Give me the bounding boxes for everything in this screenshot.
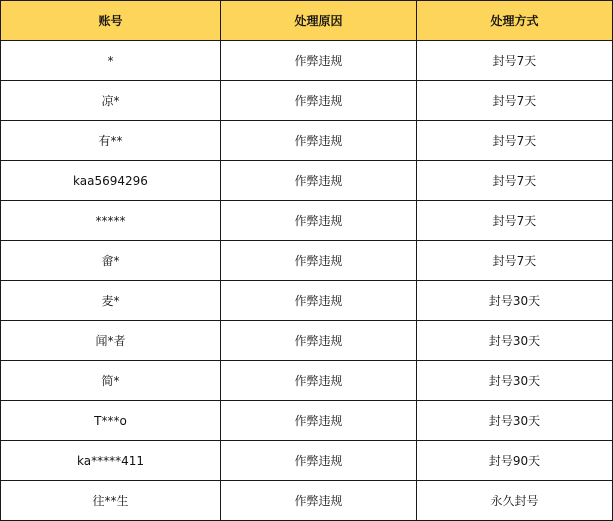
table-row	[1, 361, 613, 401]
cell-reason: 作弊违规	[221, 281, 417, 321]
table-row	[1, 281, 613, 321]
cell-reason: 作弊违规	[221, 241, 417, 281]
cell-account: ka*****411	[1, 441, 221, 481]
cell-action: 封号30天	[417, 401, 613, 441]
table-row	[1, 401, 613, 441]
cell-account: 闻*者	[1, 321, 221, 361]
cell-action: 封号7天	[417, 201, 613, 241]
table-row	[1, 441, 613, 481]
cell-account: 麦*	[1, 281, 221, 321]
cell-action: 封号7天	[417, 121, 613, 161]
cell-action: 封号7天	[417, 41, 613, 81]
cell-reason: 作弊违规	[221, 321, 417, 361]
cell-account: 畲*	[1, 241, 221, 281]
cell-action: 封号7天	[417, 81, 613, 121]
cell-reason: 作弊违规	[221, 361, 417, 401]
header-reason: 处理原因	[221, 1, 417, 41]
cell-action: 永久封号	[417, 481, 613, 521]
cell-reason: 作弊违规	[221, 41, 417, 81]
cell-account: 凉*	[1, 81, 221, 121]
cell-account: *	[1, 41, 221, 81]
cell-action: 封号90天	[417, 441, 613, 481]
cell-account: 有**	[1, 121, 221, 161]
cell-reason: 作弊违规	[221, 441, 417, 481]
cell-action: 封号30天	[417, 361, 613, 401]
table-header-row	[1, 1, 613, 41]
cell-reason: 作弊违规	[221, 161, 417, 201]
table-row	[1, 161, 613, 201]
cell-reason: 作弊违规	[221, 81, 417, 121]
cell-account: 简*	[1, 361, 221, 401]
cell-account: *****	[1, 201, 221, 241]
cell-reason: 作弊违规	[221, 121, 417, 161]
cell-action: 封号30天	[417, 321, 613, 361]
table-row	[1, 201, 613, 241]
cell-action: 封号7天	[417, 161, 613, 201]
table-row	[1, 321, 613, 361]
header-account: 账号	[1, 1, 221, 41]
header-action: 处理方式	[417, 1, 613, 41]
table-row	[1, 41, 613, 81]
table-row	[1, 121, 613, 161]
table-row	[1, 481, 613, 521]
cell-account: kaa5694296	[1, 161, 221, 201]
cell-action: 封号30天	[417, 281, 613, 321]
cell-account: T***o	[1, 401, 221, 441]
cell-action: 封号7天	[417, 241, 613, 281]
cell-account: 往**生	[1, 481, 221, 521]
cell-reason: 作弊违规	[221, 401, 417, 441]
table-row	[1, 241, 613, 281]
table-row	[1, 81, 613, 121]
cell-reason: 作弊违规	[221, 201, 417, 241]
cell-reason: 作弊违规	[221, 481, 417, 521]
